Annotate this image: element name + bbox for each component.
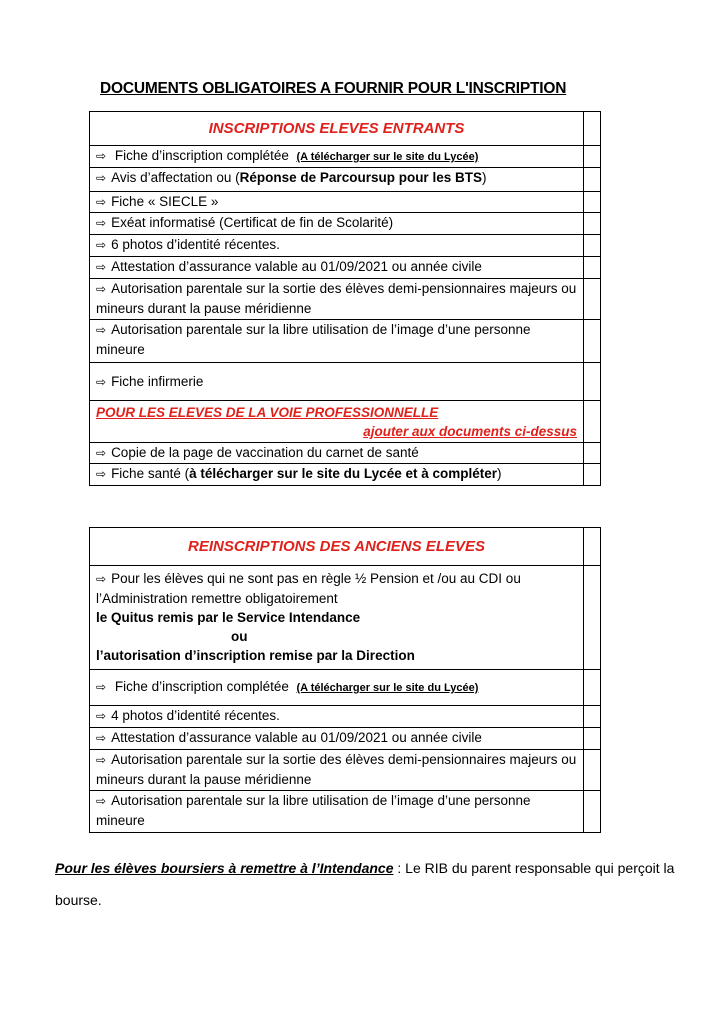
checkbox-cell[interactable] <box>584 192 601 213</box>
item-exeat: ⇨ Exéat informatisé (Certificat de fin de Scolarité) <box>90 213 584 235</box>
arrow-right-icon: ⇨ <box>96 171 107 185</box>
checkbox-cell[interactable] <box>584 464 601 486</box>
item-photos: ⇨ 4 photos d’identité récentes. <box>90 706 584 728</box>
arrow-right-icon: ⇨ <box>96 446 107 460</box>
arrow-right-icon: ⇨ <box>96 238 107 252</box>
checkbox-cell[interactable] <box>584 235 601 257</box>
checkbox-cell[interactable] <box>584 528 601 566</box>
arrow-right-icon: ⇨ <box>96 572 107 586</box>
arrow-right-icon: ⇨ <box>96 731 107 745</box>
boursiers-text: : Le RIB du parent responsable qui perçoit la bourse. <box>55 860 675 908</box>
arrow-right-icon: ⇨ <box>96 753 107 767</box>
checkbox-cell[interactable] <box>584 401 601 443</box>
arrow-right-icon: ⇨ <box>96 709 107 723</box>
item-fiche-sante: ⇨ Fiche santé (à télécharger sur le site du Lycée et à compléter) <box>90 464 584 486</box>
item-autorisation-sortie: ⇨ Autorisation parentale sur la sortie des élèves demi-pensionnaires majeurs ou mineurs durant la pause méridienne <box>90 279 584 320</box>
checkbox-cell[interactable] <box>584 146 601 168</box>
item-vaccination: ⇨ Copie de la page de vaccination du carnet de santé <box>90 443 584 464</box>
checkbox-cell[interactable] <box>584 566 601 670</box>
item-assurance: ⇨ Attestation d’assurance valable au 01/09/2021 ou année civile <box>90 257 584 279</box>
item-quitus: ⇨ Pour les élèves qui ne sont pas en règle ½ Pension et /ou au CDI ou l’Administration remettre obligatoirement le Quitus remis par le Service Intendance ou l’autorisation d’inscription remise par la Direction <box>90 566 584 670</box>
arrow-right-icon: ⇨ <box>96 794 107 808</box>
arrow-right-icon: ⇨ <box>96 374 107 389</box>
checkbox-cell[interactable] <box>584 363 601 401</box>
arrow-right-icon: ⇨ <box>96 195 107 209</box>
checkbox-cell[interactable] <box>584 791 601 833</box>
arrow-right-icon: ⇨ <box>96 260 107 274</box>
checkbox-cell[interactable] <box>584 112 601 146</box>
page-title: DOCUMENTS OBLIGATOIRES A FOURNIR POUR L'INSCRIPTION <box>100 80 567 97</box>
entrants-table <box>89 111 601 486</box>
checkbox-cell[interactable] <box>584 728 601 750</box>
arrow-right-icon: ⇨ <box>96 467 107 481</box>
checkbox-cell[interactable] <box>584 168 601 192</box>
item-autorisation-sortie: ⇨ Autorisation parentale sur la sortie des élèves demi-pensionnaires majeurs ou mineurs durant la pause méridienne <box>90 750 584 791</box>
arrow-right-icon: ⇨ <box>96 323 107 337</box>
arrow-right-icon: ⇨ <box>96 216 107 230</box>
item-siecle: ⇨ Fiche « SIECLE » <box>90 192 584 213</box>
checkbox-cell[interactable] <box>584 443 601 464</box>
item-autorisation-image: ⇨ Autorisation parentale sur la libre utilisation de l’image d’une personne mineure <box>90 320 584 363</box>
arrow-right-icon: ⇨ <box>96 282 107 296</box>
checkbox-cell[interactable] <box>584 279 601 320</box>
checkbox-cell[interactable] <box>584 750 601 791</box>
checkbox-cell[interactable] <box>584 670 601 706</box>
item-autorisation-image: ⇨ Autorisation parentale sur la libre utilisation de l’image d’une personne mineure <box>90 791 584 833</box>
item-fiche-inscription: ⇨ Fiche d’inscription complétée (A télécharger sur le site du Lycée) <box>90 146 584 168</box>
item-infirmerie: ⇨ Fiche infirmerie <box>90 363 584 401</box>
item-photos: ⇨ 6 photos d’identité récentes. <box>90 235 584 257</box>
item-avis-affectation: ⇨ Avis d’affectation ou (Réponse de Parcoursup pour les BTS) <box>90 168 584 192</box>
arrow-right-icon: ⇨ <box>96 149 107 163</box>
checkbox-cell[interactable] <box>584 213 601 235</box>
arrow-right-icon: ⇨ <box>96 680 107 694</box>
boursiers-note <box>55 852 675 916</box>
item-fiche-inscription: ⇨ Fiche d’inscription complétée (A télécharger sur le site du Lycée) <box>90 670 584 706</box>
entrants-heading: INSCRIPTIONS ELEVES ENTRANTS <box>90 112 584 146</box>
pro-section-heading: POUR LES ELEVES DE LA VOIE PROFESSIONNELLE ajouter aux documents ci-dessus <box>90 401 584 443</box>
reinscriptions-table <box>89 527 601 833</box>
boursiers-label: Pour les élèves boursiers à remettre à l’Intendance <box>55 860 394 876</box>
checkbox-cell[interactable] <box>584 257 601 279</box>
item-assurance: ⇨ Attestation d’assurance valable au 01/09/2021 ou année civile <box>90 728 584 750</box>
checkbox-cell[interactable] <box>584 320 601 363</box>
checkbox-cell[interactable] <box>584 706 601 728</box>
reinscriptions-heading: REINSCRIPTIONS DES ANCIENS ELEVES <box>90 528 584 566</box>
